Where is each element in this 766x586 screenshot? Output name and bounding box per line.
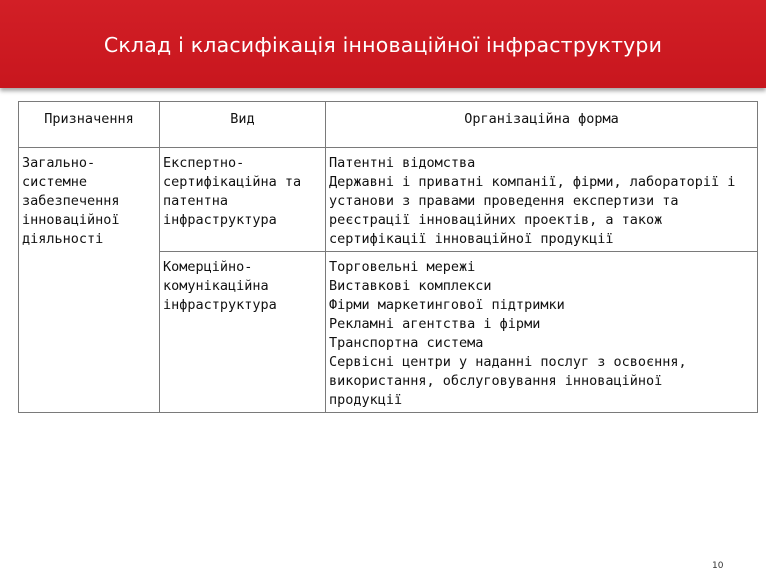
type-line: сертифікаційна та xyxy=(163,174,302,190)
type-line: Комерційно- xyxy=(163,259,253,275)
purpose-line: діяльності xyxy=(22,231,104,247)
page-number: 10 xyxy=(712,561,724,571)
form-line: Рекламні агентства і фірми xyxy=(329,316,541,332)
form-line: Фірми маркетингової підтримки xyxy=(329,297,565,313)
form-line: реєстрації інноваційних проектів, а також xyxy=(329,212,663,228)
form-line: Патентні відомства xyxy=(329,155,476,171)
type-cell-commercial xyxy=(160,252,326,413)
header-org-form: Організаційна форма xyxy=(326,102,758,148)
table-header-row xyxy=(19,102,758,148)
purpose-line: забезпечення xyxy=(22,193,120,209)
form-line: Державні і приватні компанії, фірми, лабораторії і xyxy=(329,174,736,190)
type-line: інфраструктура xyxy=(163,212,277,228)
form-cell-expert xyxy=(326,148,758,252)
type-cell-expert xyxy=(160,148,326,252)
type-line: патентна xyxy=(163,193,229,209)
classification-table xyxy=(18,101,758,413)
type-line: інфраструктура xyxy=(163,297,277,313)
table-row xyxy=(19,148,758,252)
form-line: використання, обслуговування інноваційної xyxy=(329,373,663,389)
form-line: Транспортна система xyxy=(329,335,484,351)
header-type: Вид xyxy=(160,102,326,148)
purpose-line: системне xyxy=(22,174,88,190)
purpose-cell xyxy=(19,148,160,413)
purpose-line: Загально- xyxy=(22,155,96,171)
form-line: Торговельні мережі xyxy=(329,259,476,275)
form-line: продукції xyxy=(329,392,403,408)
form-line: Виставкові комплекси xyxy=(329,278,492,294)
form-line: Сервісні центри у наданні послуг з освоєння, xyxy=(329,354,687,370)
header-purpose: Призначення xyxy=(19,102,160,148)
form-cell-commercial xyxy=(326,252,758,413)
form-line: установи з правами проведення експертизи та xyxy=(329,193,679,209)
title-bar xyxy=(0,0,766,88)
type-line: Експертно- xyxy=(163,155,245,171)
purpose-line: інноваційної xyxy=(22,212,120,228)
form-line: сертифікації інноваційної продукції xyxy=(329,231,614,247)
slide-title: Склад і класифікація інноваційної інфраструктури xyxy=(103,33,663,57)
type-line: комунікаційна xyxy=(163,278,269,294)
